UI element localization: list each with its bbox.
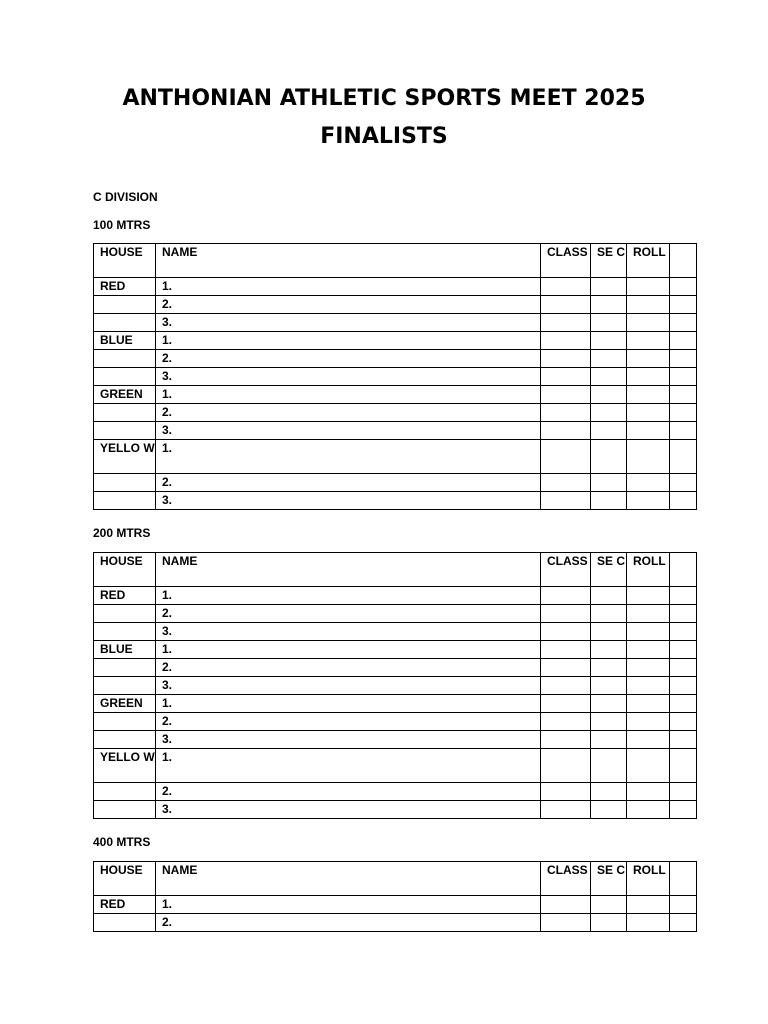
sec-cell <box>591 440 627 474</box>
house-cell: YELLO W <box>94 440 156 474</box>
table-row <box>94 801 697 819</box>
name-cell: 2. <box>156 474 541 492</box>
event-label: 400 MTRS <box>93 835 151 849</box>
header-house: HOUSE <box>94 244 156 278</box>
table-row <box>94 641 697 659</box>
class-cell <box>541 914 591 932</box>
class-cell <box>541 386 591 404</box>
class-cell <box>541 801 591 819</box>
table-row <box>94 659 697 677</box>
sec-cell <box>591 731 627 749</box>
name-cell: 1. <box>156 440 541 474</box>
class-cell <box>541 422 591 440</box>
header-class: CLASS <box>541 862 591 896</box>
house-cell: RED <box>94 587 156 605</box>
header-sec: SE C <box>591 862 627 896</box>
header-name: NAME <box>156 553 541 587</box>
header-class: CLASS <box>541 244 591 278</box>
sec-cell <box>591 474 627 492</box>
name-cell: 3. <box>156 623 541 641</box>
roll-cell <box>627 641 670 659</box>
house-cell <box>94 605 156 623</box>
name-cell: 1. <box>156 278 541 296</box>
roll-cell <box>627 749 670 783</box>
table-row <box>94 296 697 314</box>
blank-cell <box>670 278 697 296</box>
header-blank <box>670 553 697 587</box>
header-row <box>94 244 697 278</box>
header-name: NAME <box>156 244 541 278</box>
class-cell <box>541 296 591 314</box>
name-cell: 2. <box>156 404 541 422</box>
house-cell <box>94 659 156 677</box>
sec-cell <box>591 404 627 422</box>
name-cell: 3. <box>156 368 541 386</box>
house-cell: BLUE <box>94 641 156 659</box>
class-cell <box>541 695 591 713</box>
table-row <box>94 896 697 914</box>
roll-cell <box>627 896 670 914</box>
table-row <box>94 749 697 783</box>
table-row <box>94 332 697 350</box>
roll-cell <box>627 783 670 801</box>
house-cell <box>94 914 156 932</box>
name-cell: 1. <box>156 896 541 914</box>
house-cell: RED <box>94 896 156 914</box>
header-roll: ROLL <box>627 862 670 896</box>
name-cell: 3. <box>156 422 541 440</box>
event-label: 100 MTRS <box>93 218 151 232</box>
class-cell <box>541 677 591 695</box>
roll-cell <box>627 801 670 819</box>
name-cell: 3. <box>156 731 541 749</box>
house-cell: YELLO W <box>94 749 156 783</box>
class-cell <box>541 896 591 914</box>
name-cell: 3. <box>156 492 541 510</box>
header-row <box>94 553 697 587</box>
table-row <box>94 422 697 440</box>
roll-cell <box>627 350 670 368</box>
class-cell <box>541 749 591 783</box>
blank-cell <box>670 605 697 623</box>
class-cell <box>541 332 591 350</box>
blank-cell <box>670 623 697 641</box>
sec-cell <box>591 332 627 350</box>
sec-cell <box>591 314 627 332</box>
blank-cell <box>670 587 697 605</box>
table-row <box>94 404 697 422</box>
sec-cell <box>591 695 627 713</box>
name-cell: 2. <box>156 713 541 731</box>
name-cell: 1. <box>156 749 541 783</box>
name-cell: 2. <box>156 659 541 677</box>
name-cell: 2. <box>156 605 541 623</box>
header-blank <box>670 244 697 278</box>
sec-cell <box>591 386 627 404</box>
blank-cell <box>670 386 697 404</box>
header-name: NAME <box>156 862 541 896</box>
blank-cell <box>670 695 697 713</box>
class-cell <box>541 713 591 731</box>
sec-cell <box>591 641 627 659</box>
blank-cell <box>670 783 697 801</box>
house-cell <box>94 713 156 731</box>
blank-cell <box>670 801 697 819</box>
blank-cell <box>670 474 697 492</box>
sec-cell <box>591 896 627 914</box>
class-cell <box>541 587 591 605</box>
blank-cell <box>670 896 697 914</box>
sec-cell <box>591 914 627 932</box>
sec-cell <box>591 605 627 623</box>
roll-cell <box>627 605 670 623</box>
table-row <box>94 278 697 296</box>
blank-cell <box>670 659 697 677</box>
name-cell: 1. <box>156 695 541 713</box>
header-class: CLASS <box>541 553 591 587</box>
house-cell <box>94 296 156 314</box>
table-row <box>94 440 697 474</box>
finalists-table <box>93 552 697 819</box>
event-label: 200 MTRS <box>93 526 151 540</box>
header-house: HOUSE <box>94 553 156 587</box>
class-cell <box>541 731 591 749</box>
roll-cell <box>627 278 670 296</box>
table-row <box>94 587 697 605</box>
sec-cell <box>591 492 627 510</box>
class-cell <box>541 278 591 296</box>
name-cell: 3. <box>156 677 541 695</box>
class-cell <box>541 404 591 422</box>
blank-cell <box>670 422 697 440</box>
page-subtitle: FINALISTS <box>320 124 448 149</box>
sec-cell <box>591 587 627 605</box>
header-roll: ROLL <box>627 244 670 278</box>
roll-cell <box>627 914 670 932</box>
class-cell <box>541 492 591 510</box>
class-cell <box>541 783 591 801</box>
blank-cell <box>670 492 697 510</box>
roll-cell <box>627 368 670 386</box>
name-cell: 1. <box>156 332 541 350</box>
blank-cell <box>670 677 697 695</box>
house-cell: GREEN <box>94 386 156 404</box>
header-roll: ROLL <box>627 553 670 587</box>
header-sec: SE C <box>591 244 627 278</box>
division-label: C DIVISION <box>93 190 158 204</box>
roll-cell <box>627 440 670 474</box>
class-cell <box>541 659 591 677</box>
roll-cell <box>627 677 670 695</box>
house-cell <box>94 731 156 749</box>
house-cell <box>94 350 156 368</box>
blank-cell <box>670 332 697 350</box>
header-blank <box>670 862 697 896</box>
sec-cell <box>591 659 627 677</box>
roll-cell <box>627 731 670 749</box>
class-cell <box>541 440 591 474</box>
house-cell <box>94 623 156 641</box>
house-cell: GREEN <box>94 695 156 713</box>
roll-cell <box>627 623 670 641</box>
house-cell <box>94 404 156 422</box>
blank-cell <box>670 641 697 659</box>
class-cell <box>541 474 591 492</box>
sec-cell <box>591 278 627 296</box>
class-cell <box>541 314 591 332</box>
roll-cell <box>627 713 670 731</box>
table-row <box>94 713 697 731</box>
blank-cell <box>670 731 697 749</box>
table-row <box>94 492 697 510</box>
blank-cell <box>670 713 697 731</box>
table-row <box>94 386 697 404</box>
sec-cell <box>591 749 627 783</box>
table-row <box>94 623 697 641</box>
name-cell: 2. <box>156 783 541 801</box>
roll-cell <box>627 492 670 510</box>
table-row <box>94 314 697 332</box>
name-cell: 1. <box>156 641 541 659</box>
blank-cell <box>670 404 697 422</box>
sec-cell <box>591 368 627 386</box>
table-row <box>94 914 697 932</box>
sec-cell <box>591 801 627 819</box>
roll-cell <box>627 296 670 314</box>
house-cell <box>94 677 156 695</box>
house-cell: BLUE <box>94 332 156 350</box>
name-cell: 1. <box>156 587 541 605</box>
house-cell: RED <box>94 278 156 296</box>
header-house: HOUSE <box>94 862 156 896</box>
class-cell <box>541 605 591 623</box>
sec-cell <box>591 677 627 695</box>
class-cell <box>541 368 591 386</box>
blank-cell <box>670 440 697 474</box>
blank-cell <box>670 296 697 314</box>
sec-cell <box>591 783 627 801</box>
name-cell: 2. <box>156 914 541 932</box>
blank-cell <box>670 749 697 783</box>
roll-cell <box>627 314 670 332</box>
class-cell <box>541 623 591 641</box>
roll-cell <box>627 422 670 440</box>
sec-cell <box>591 350 627 368</box>
blank-cell <box>670 914 697 932</box>
roll-cell <box>627 386 670 404</box>
table-row <box>94 695 697 713</box>
table-row <box>94 350 697 368</box>
roll-cell <box>627 474 670 492</box>
house-cell <box>94 801 156 819</box>
name-cell: 1. <box>156 386 541 404</box>
sec-cell <box>591 713 627 731</box>
name-cell: 3. <box>156 314 541 332</box>
blank-cell <box>670 314 697 332</box>
roll-cell <box>627 332 670 350</box>
class-cell <box>541 350 591 368</box>
house-cell <box>94 314 156 332</box>
blank-cell <box>670 368 697 386</box>
name-cell: 2. <box>156 350 541 368</box>
house-cell <box>94 422 156 440</box>
header-row <box>94 862 697 896</box>
table-row <box>94 474 697 492</box>
table-row <box>94 731 697 749</box>
sec-cell <box>591 422 627 440</box>
sec-cell <box>591 623 627 641</box>
name-cell: 3. <box>156 801 541 819</box>
table-row <box>94 677 697 695</box>
sec-cell <box>591 296 627 314</box>
roll-cell <box>627 404 670 422</box>
table-row <box>94 783 697 801</box>
roll-cell <box>627 695 670 713</box>
table-row <box>94 368 697 386</box>
blank-cell <box>670 350 697 368</box>
table-row <box>94 605 697 623</box>
finalists-table <box>93 861 697 932</box>
class-cell <box>541 641 591 659</box>
roll-cell <box>627 659 670 677</box>
roll-cell <box>627 587 670 605</box>
finalists-table <box>93 243 697 510</box>
page-title: ANTHONIAN ATHLETIC SPORTS MEET 2025 <box>122 86 646 111</box>
house-cell <box>94 783 156 801</box>
house-cell <box>94 368 156 386</box>
header-sec: SE C <box>591 553 627 587</box>
name-cell: 2. <box>156 296 541 314</box>
house-cell <box>94 474 156 492</box>
house-cell <box>94 492 156 510</box>
